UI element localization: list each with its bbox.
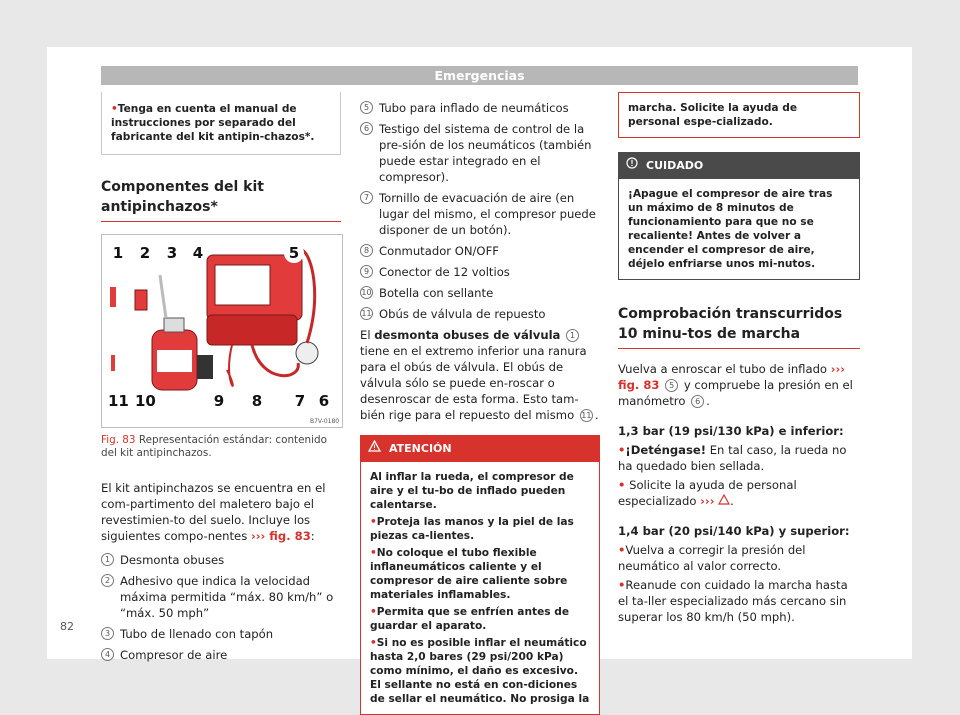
- para-text-b: tiene en el extremo inferior una ranura para el obús de válvula. El obús de válvula sólo se puede en-roscar o desenroscar de esta forma. Esto tam-bién rige para el repuesto del mismo: [360, 344, 587, 422]
- pressure-ok-heading: 1,4 bar (20 psi/140 kPa) y superior:: [618, 524, 850, 538]
- bullet-correct: • Vuelva a corregir la presión del neumático al valor correcto.: [618, 542, 860, 574]
- callout-5: 5: [284, 243, 304, 263]
- check-text-b: y compruebe la presión en el manómetro: [618, 378, 853, 408]
- component-list-a: [101, 552, 341, 663]
- figure-caption-text: Representación estándar: contenido del kit antipinchazos.: [101, 434, 327, 459]
- warning-header: [360, 435, 600, 462]
- list-item: [360, 264, 600, 280]
- item-number: 10: [361, 288, 372, 297]
- warning-bullet: • Permita que se enfríen antes de guardar el aparato.: [370, 605, 590, 633]
- item-text: Testigo del sistema de control de la pre-sión de los neumáticos (también puede estar integrado en el compresor).: [379, 122, 592, 184]
- warning-triangle-icon: [718, 494, 730, 508]
- item-number: 1: [101, 553, 114, 566]
- warning-intro: Al inflar la rueda, el compresor de aire y el tu-bo de inflado pueden calentarse.: [370, 471, 574, 511]
- section-title-kit: Componentes del kit antipinchazos*: [101, 177, 341, 222]
- item-number: 5: [360, 101, 373, 114]
- warning-continuation: marcha. Solicite la ayuda de personal espe-cializado.: [618, 92, 860, 138]
- item-number: 6: [360, 122, 373, 135]
- callout-2: 2: [135, 243, 155, 263]
- figure-label: Fig. 83: [101, 434, 136, 446]
- column-left: [101, 92, 341, 668]
- figure-83: [101, 234, 343, 428]
- callout-6: 6: [314, 391, 334, 411]
- item-number: 8: [360, 244, 373, 257]
- callout-4: 4: [188, 243, 208, 263]
- list-item: [360, 121, 600, 185]
- pressure-low-heading: 1,3 bar (19 psi/130 kPa) e inferior:: [618, 424, 844, 438]
- warning-link[interactable]: ›››: [700, 494, 715, 508]
- item-text: Desmonta obuses: [120, 553, 225, 567]
- item-text: Tornillo de evacuación de aire (en lugar del mismo, el compresor puede disponer de un botón).: [379, 191, 596, 237]
- intro-colon: :: [310, 529, 315, 543]
- check-paragraph: [618, 361, 860, 409]
- bullet-stop: • ¡Deténgase! En tal caso, la rueda no ha quedado bien sellada.: [618, 442, 860, 474]
- note-bullet: [111, 103, 118, 115]
- warning-body: [360, 462, 600, 715]
- item-number: 9: [360, 265, 373, 278]
- callout-3: 3: [162, 243, 182, 263]
- warning-bullet: • No coloque el tubo flexible inflaneumáticos caliente y el compresor de aire caliente sobre materiales inflamables.: [370, 546, 590, 602]
- page-number: 82: [60, 620, 74, 633]
- para-number-11: 11: [581, 411, 592, 420]
- warning-triangle-icon: [368, 440, 381, 457]
- callout-8: 8: [247, 391, 267, 411]
- column-right: [618, 92, 860, 625]
- valve-paragraph: [360, 327, 600, 423]
- list-item: [101, 647, 341, 663]
- intro-text: El kit antipinchazos se encuentra en el com-partimento del maletero bajo el revestimien-to del suelo. Incluye los siguientes compo-nentes: [101, 481, 326, 543]
- para-text-a: El: [360, 328, 371, 342]
- fig-link[interactable]: ››› fig. 83: [618, 362, 846, 392]
- item-text: Tubo para inflado de neumáticos: [379, 101, 569, 115]
- warning-box: [360, 435, 600, 715]
- para-number-1: 1: [566, 329, 579, 342]
- item-text: Conmutador ON/OFF: [379, 244, 499, 258]
- column-middle: [360, 92, 600, 715]
- warning-bullet: • Proteja las manos y la piel de las piezas ca-lientes.: [370, 515, 590, 543]
- list-item: [101, 552, 341, 568]
- care-body: ¡Apague el compresor de aire tras un máximo de 8 minutos de funcionamiento para que no se recaliente! Antes de volver a encender el compresor de aire, déjelo enfriarse unos mi-nutos.: [618, 179, 860, 280]
- check-text-c: .: [706, 394, 710, 408]
- callout-9: 9: [209, 391, 229, 411]
- care-title: CUIDADO: [646, 158, 704, 172]
- bullet-help: • Solicite la ayuda de personal especializado ››› .: [618, 477, 860, 509]
- item-text: Compresor de aire: [120, 648, 228, 662]
- item-text: Conector de 12 voltios: [379, 265, 510, 279]
- list-item: [360, 100, 600, 116]
- callout-1: 1: [108, 243, 128, 263]
- item-number: 4: [101, 648, 114, 661]
- list-item: [101, 626, 341, 642]
- item-number: 11: [361, 309, 372, 318]
- para-text-c: .: [594, 408, 599, 422]
- callout-7: 7: [290, 391, 310, 411]
- bullet-resume: • Reanude con cuidado la marcha hasta el ta-ller especializado más cercano sin superar los 80 km/h (50 mph).: [618, 577, 860, 625]
- item-number: 2: [101, 574, 114, 587]
- callout-11: 11: [108, 392, 129, 410]
- warning-title: ATENCIÓN: [389, 441, 452, 455]
- fig-link[interactable]: ››› fig. 83: [250, 529, 311, 543]
- item-number: 3: [101, 627, 114, 640]
- figure-code: B7V-0180: [310, 418, 340, 425]
- info-circle-icon: [626, 157, 638, 174]
- list-item: [101, 573, 341, 621]
- item-text: Obús de válvula de repuesto: [379, 307, 546, 321]
- check-number-5: 5: [665, 379, 678, 392]
- list-item: [360, 285, 600, 301]
- item-text: Adhesivo que indica la velocidad máxima permitida “máx. 80 km/h” o “máx. 50 mph”: [120, 574, 334, 620]
- check-number-6: 6: [691, 395, 704, 408]
- component-list-b: [360, 100, 600, 322]
- intro-paragraph: [101, 480, 341, 544]
- list-item: [360, 243, 600, 259]
- para-bold: desmonta obuses de válvula: [374, 328, 561, 342]
- check-text-a: Vuelva a enroscar el tubo de inflado: [618, 362, 828, 376]
- item-text: Botella con sellante: [379, 286, 494, 300]
- list-item: [360, 190, 600, 238]
- section-title-check: Comprobación transcurridos 10 minu-tos de marcha: [618, 304, 860, 349]
- chapter-header: Emergencias: [101, 66, 858, 85]
- callout-10: 10: [135, 392, 156, 410]
- figure-caption: [101, 434, 341, 460]
- care-header: [618, 152, 860, 179]
- list-item: [360, 306, 600, 322]
- item-number: 7: [360, 191, 373, 204]
- warning-bullet: • Si no es posible inflar el neumático hasta 2,0 bares (29 psi/200 kPa) como mínimo, el daño es excesivo. El sellante no está en con-diciones de sellar el neumático. No prosiga la: [370, 636, 590, 706]
- note-box: [101, 92, 341, 155]
- item-text: Tubo de llenado con tapón: [120, 627, 274, 641]
- note-text: Tenga en cuenta el manual de instrucciones por separado del fabricante del kit antipin-chazos*.: [111, 103, 315, 143]
